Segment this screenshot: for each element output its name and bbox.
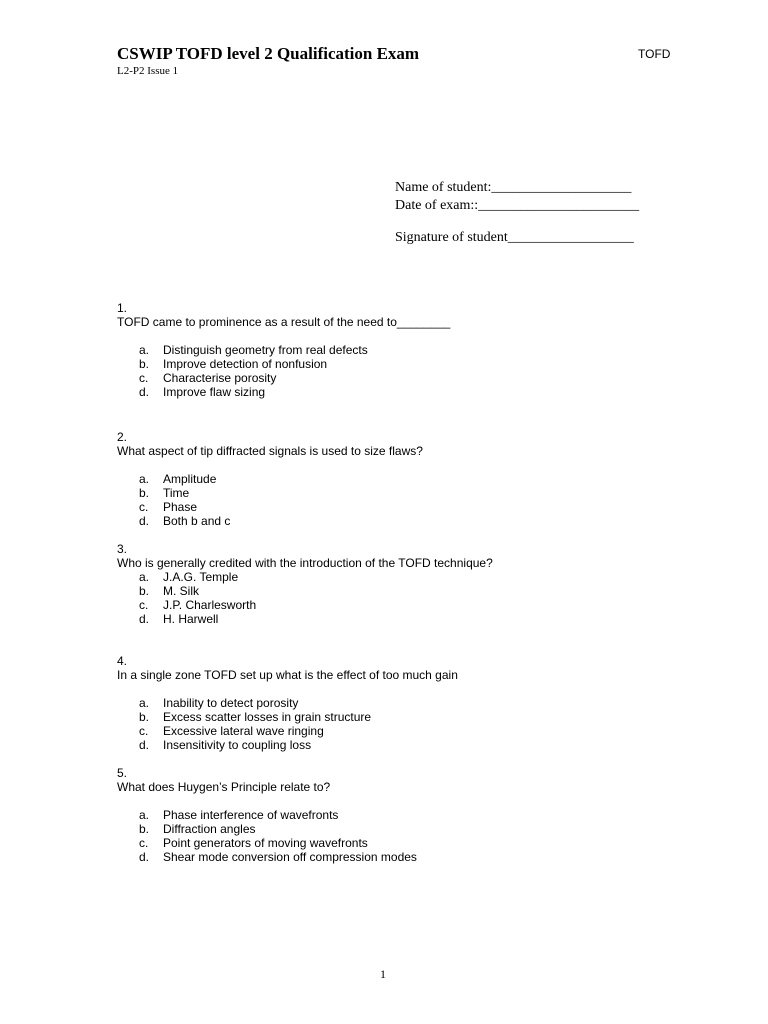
student-signature-line: Signature of student__________________ xyxy=(395,230,634,245)
question-number: 2. xyxy=(117,430,128,444)
answer-options xyxy=(117,570,493,626)
answer-option xyxy=(117,371,450,385)
option-text: J.A.G. Temple xyxy=(163,570,239,584)
option-letter: a. xyxy=(139,808,150,822)
answer-option xyxy=(117,514,423,528)
answer-option xyxy=(117,696,458,710)
question-2 xyxy=(117,430,423,528)
question-4 xyxy=(117,654,458,752)
option-letter: c. xyxy=(139,371,149,385)
answer-option xyxy=(117,584,493,598)
answer-option xyxy=(117,500,423,514)
answer-option xyxy=(117,808,417,822)
option-letter: a. xyxy=(139,570,150,584)
option-text: Inability to detect porosity xyxy=(163,696,299,710)
option-letter: a. xyxy=(139,696,150,710)
answer-option xyxy=(117,357,450,371)
page-number: 1 xyxy=(380,967,386,981)
option-text: M. Silk xyxy=(163,584,199,598)
option-text: Excessive lateral wave ringing xyxy=(163,724,324,738)
answer-option xyxy=(117,710,458,724)
option-letter: d. xyxy=(139,612,150,626)
option-letter: d. xyxy=(139,385,150,399)
answer-options xyxy=(117,472,423,528)
document-tag: TOFD xyxy=(638,47,671,61)
answer-options xyxy=(117,808,417,864)
option-letter: c. xyxy=(139,500,149,514)
answer-option xyxy=(117,822,417,836)
answer-option xyxy=(117,570,493,584)
option-text: Both b and c xyxy=(163,514,231,528)
question-text: What does Huygen’s Principle relate to? xyxy=(117,780,331,794)
answer-option xyxy=(117,486,423,500)
option-letter: c. xyxy=(139,598,149,612)
answer-options xyxy=(117,696,458,752)
option-text: Diffraction angles xyxy=(163,822,256,836)
exam-date-line: Date of exam::_______________________ xyxy=(395,198,640,213)
question-number: 3. xyxy=(117,542,128,556)
student-name-line: Name of student:____________________ xyxy=(395,180,632,195)
answer-options xyxy=(117,343,450,399)
option-text: Characterise porosity xyxy=(163,371,277,385)
document-reference: L2-P2 Issue 1 xyxy=(117,65,179,77)
option-letter: d. xyxy=(139,514,150,528)
student-details xyxy=(395,179,639,247)
option-letter: b. xyxy=(139,710,150,724)
option-text: H. Harwell xyxy=(163,612,219,626)
question-text: What aspect of tip diffracted signals is used to size flaws? xyxy=(117,444,423,458)
question-text: In a single zone TOFD set up what is the effect of too much gain xyxy=(117,668,458,682)
question-text: Who is generally credited with the introduction of the TOFD technique? xyxy=(117,556,493,570)
question-5 xyxy=(117,766,417,864)
question-3 xyxy=(117,542,493,626)
answer-option xyxy=(117,836,417,850)
option-text: Improve detection of nonfusion xyxy=(163,357,328,371)
option-letter: c. xyxy=(139,724,149,738)
option-text: Phase xyxy=(163,500,198,514)
option-text: Improve flaw sizing xyxy=(163,385,266,399)
option-text: Phase interference of wavefronts xyxy=(163,808,339,822)
option-text: Amplitude xyxy=(163,472,217,486)
question-text: TOFD came to prominence as a result of the need to________ xyxy=(117,315,451,329)
option-letter: b. xyxy=(139,486,150,500)
option-letter: d. xyxy=(139,850,150,864)
option-text: J.P. Charlesworth xyxy=(163,598,257,612)
answer-option xyxy=(117,850,417,864)
option-letter: b. xyxy=(139,584,150,598)
option-letter: a. xyxy=(139,343,150,357)
answer-option xyxy=(117,472,423,486)
document-title: CSWIP TOFD level 2 Qualification Exam xyxy=(117,44,420,63)
option-letter: a. xyxy=(139,472,150,486)
option-text: Distinguish geometry from real defects xyxy=(163,343,368,357)
answer-option xyxy=(117,385,450,399)
option-text: Insensitivity to coupling loss xyxy=(163,738,312,752)
question-1 xyxy=(117,301,450,399)
answer-option xyxy=(117,612,493,626)
option-letter: c. xyxy=(139,836,149,850)
option-letter: b. xyxy=(139,822,150,836)
question-number: 1. xyxy=(117,301,128,315)
option-text: Excess scatter losses in grain structure xyxy=(163,710,372,724)
option-text: Shear mode conversion off compression modes xyxy=(163,850,417,864)
option-text: Time xyxy=(163,486,190,500)
answer-option xyxy=(117,598,493,612)
option-text: Point generators of moving wavefronts xyxy=(163,836,368,850)
question-number: 4. xyxy=(117,654,128,668)
question-number: 5. xyxy=(117,766,128,780)
answer-option xyxy=(117,738,458,752)
option-letter: d. xyxy=(139,738,150,752)
option-letter: b. xyxy=(139,357,150,371)
answer-option xyxy=(117,724,458,738)
answer-option xyxy=(117,343,450,357)
